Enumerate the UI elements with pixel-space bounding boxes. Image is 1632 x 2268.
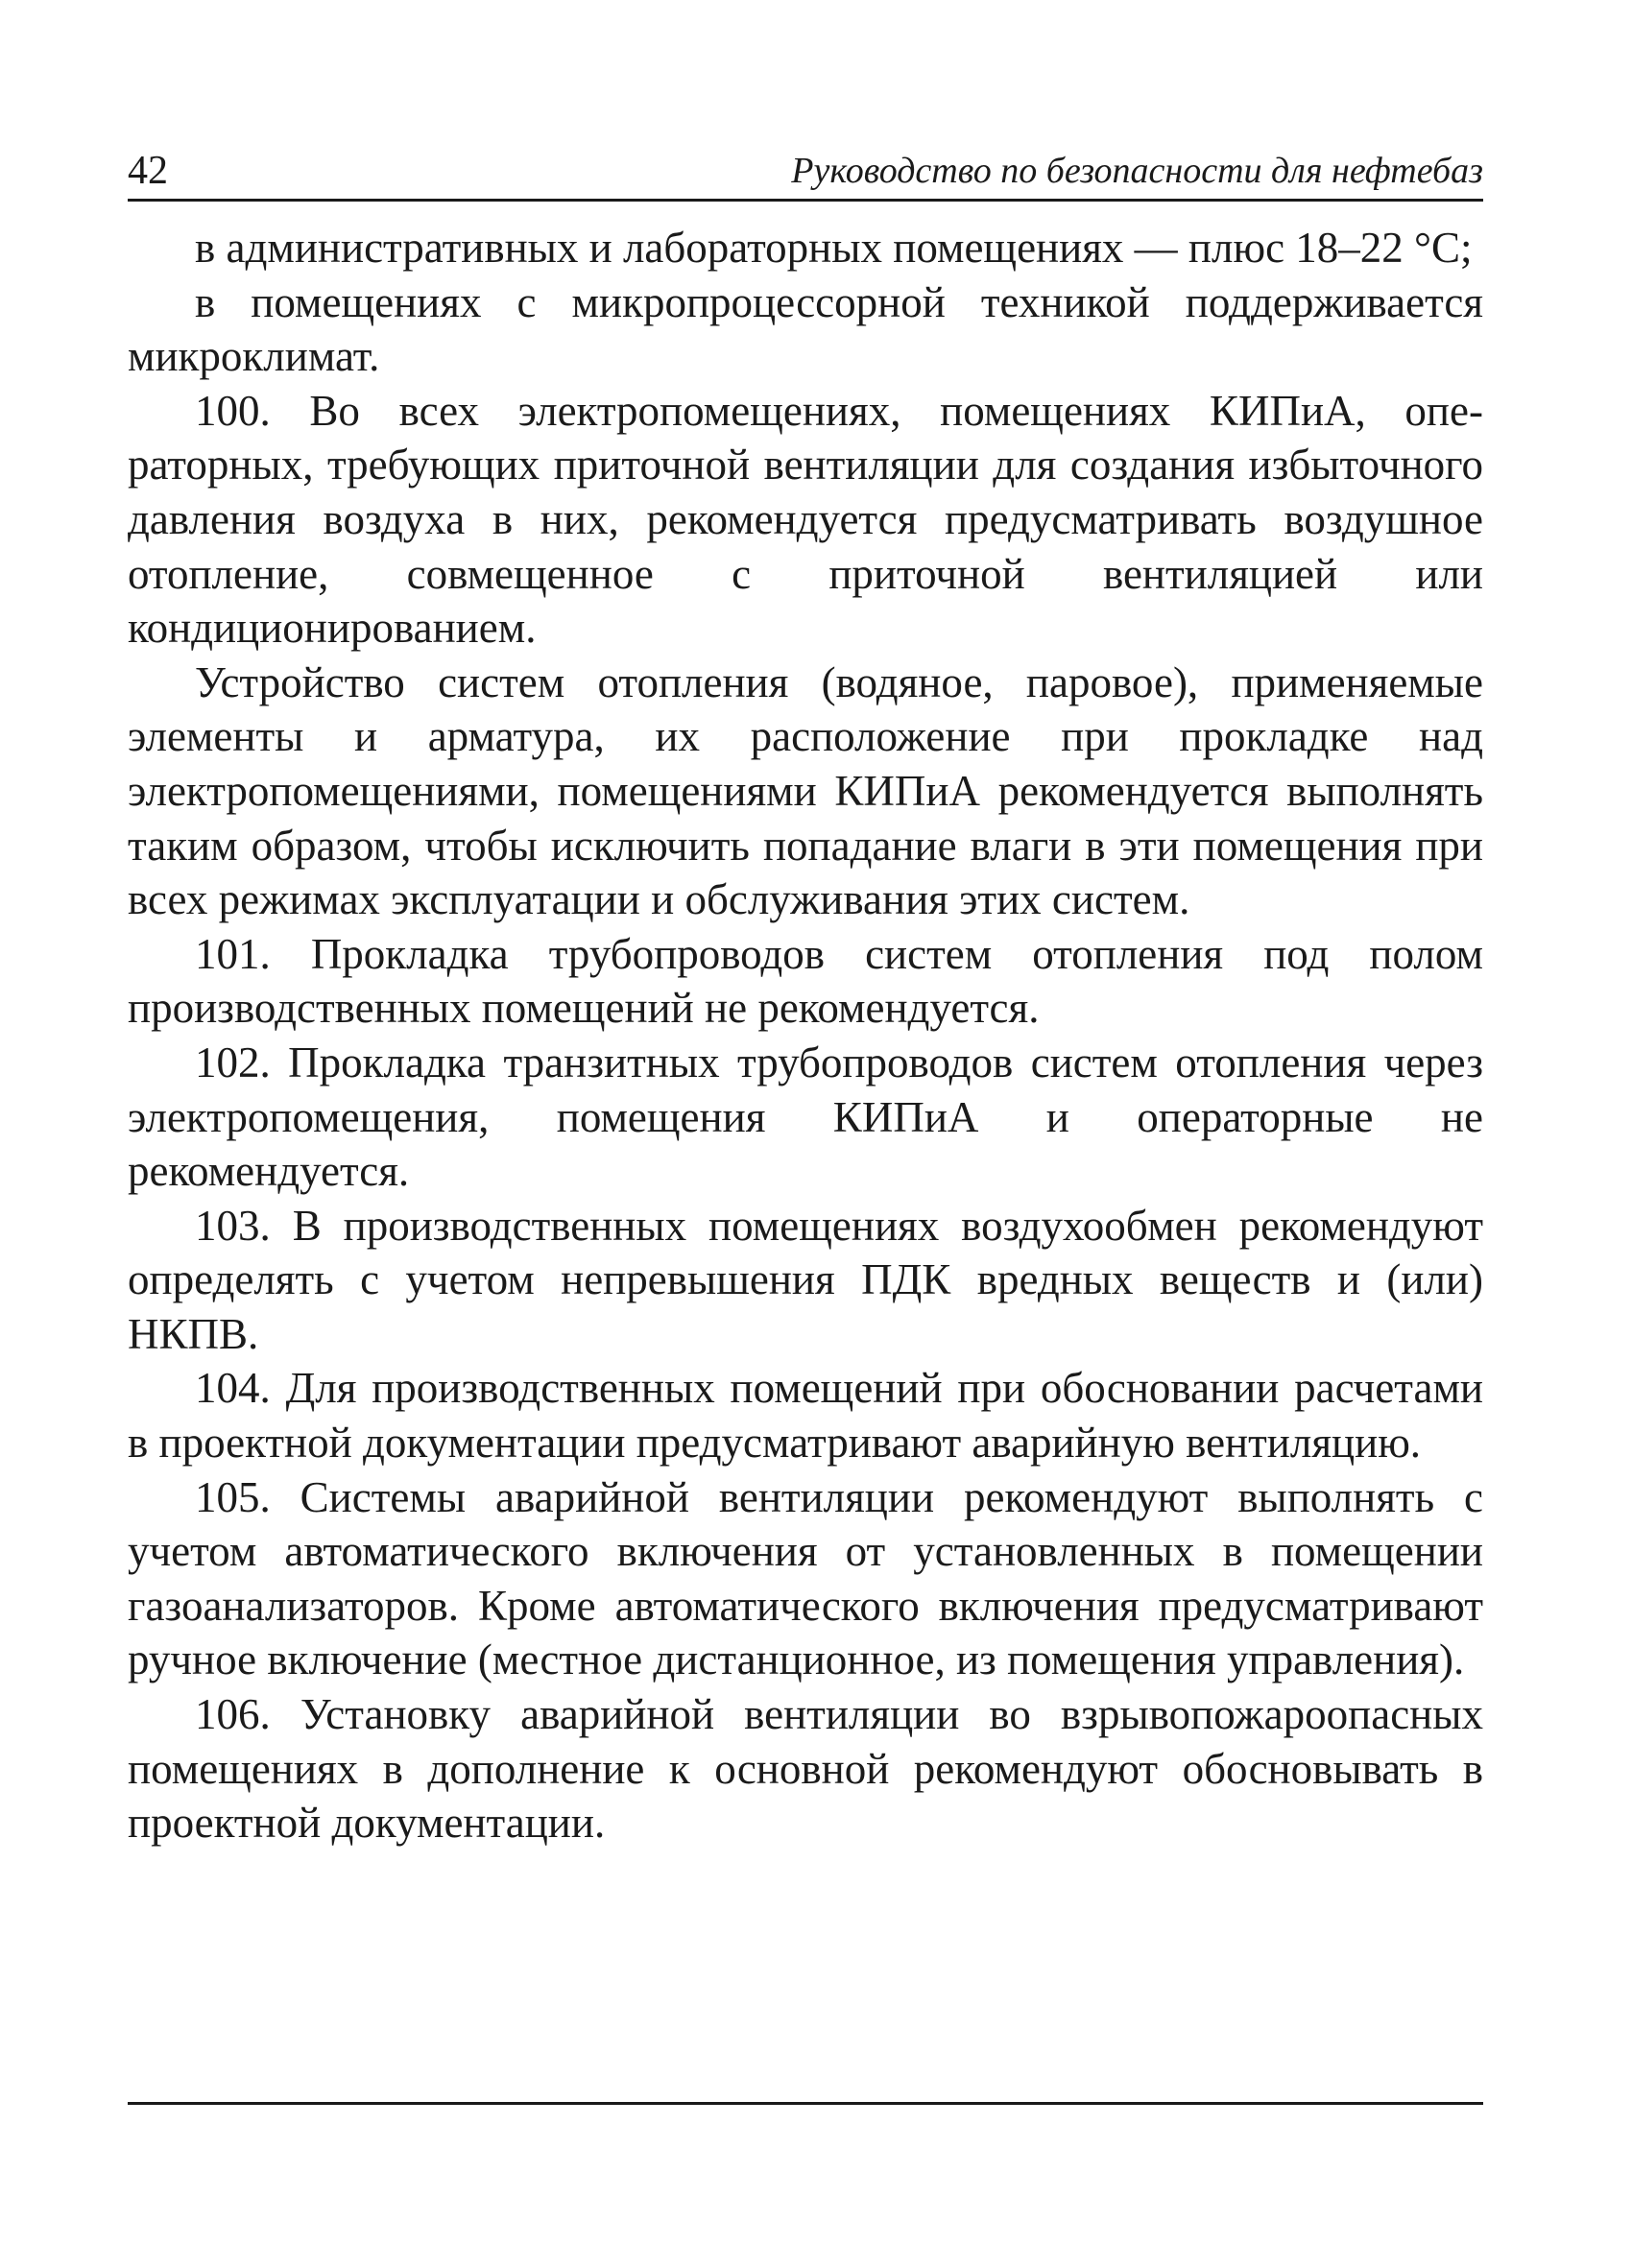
- running-title: Руководство по безопасности для нефтебаз: [791, 151, 1483, 191]
- paragraph-101: 101. Прокладка трубопроводов систем отопления под полом производственных помещений не рекомендуется.: [128, 929, 1483, 1033]
- paragraph-106: 106. Установку аварийной вентиляции во взрывопожароопасных помещениях в дополнение к основной рекомендуют обосновывать в проектной документации.: [128, 1690, 1483, 1848]
- paragraph-103: 103. В производственных помещениях воздухообмен рекомендуют определять с учетом непревышения ПДК вредных веществ и (или) НКПВ.: [128, 1201, 1483, 1358]
- paragraph-microclimate: в помещениях с микропроцессорной техникой поддерживается микроклимат.: [128, 277, 1483, 381]
- paragraph-105: 105. Системы аварийной вентиляции рекомендуют выполнять с учетом автоматического включения от установленных в помещении газоанализаторов. Кроме автоматического включения предусматривают ручное включение (местное дистанционное, из помещения управления).: [128, 1472, 1483, 1684]
- paragraph-104: 104. Для производственных помещений при обосновании расчетами в проектной документации предусматривают аварийную вентиляцию.: [128, 1364, 1483, 1468]
- paragraph-temperature-admin: в административных и лабораторных помещениях — плюс 18–22 °С;: [195, 224, 1473, 272]
- footer-rule: [128, 2102, 1483, 2105]
- paragraph-102: 102. Прокладка транзитных трубопроводов систем отопления через электропомещения, помещения КИПиА и операторные не рекомендуется.: [128, 1038, 1483, 1196]
- body-text: [128, 221, 1483, 1850]
- running-header: [128, 144, 1483, 198]
- page-number: 42: [128, 149, 168, 193]
- paragraph-heating-systems: Устройство систем отопления (водяное, паровое), применяемые элементы и арматура, их расположение при прокладке над электропомещениями, помещениями КИПиА рекомендуется выполнять таким образом, чтобы исключить попадание влаги в эти помещения при всех режимах эксплуатации и обслуживания этих систем.: [128, 657, 1483, 924]
- header-rule: [128, 199, 1483, 202]
- paragraph-100: 100. Во всех электропомещениях, помещениях КИПиА, операторных, требующих приточной вентиляции для создания избыточного давления воздуха в них, рекомендуется предусматривать воздушное отопление, совмещенное с приточной вентиляцией или кондиционированием.: [128, 386, 1483, 653]
